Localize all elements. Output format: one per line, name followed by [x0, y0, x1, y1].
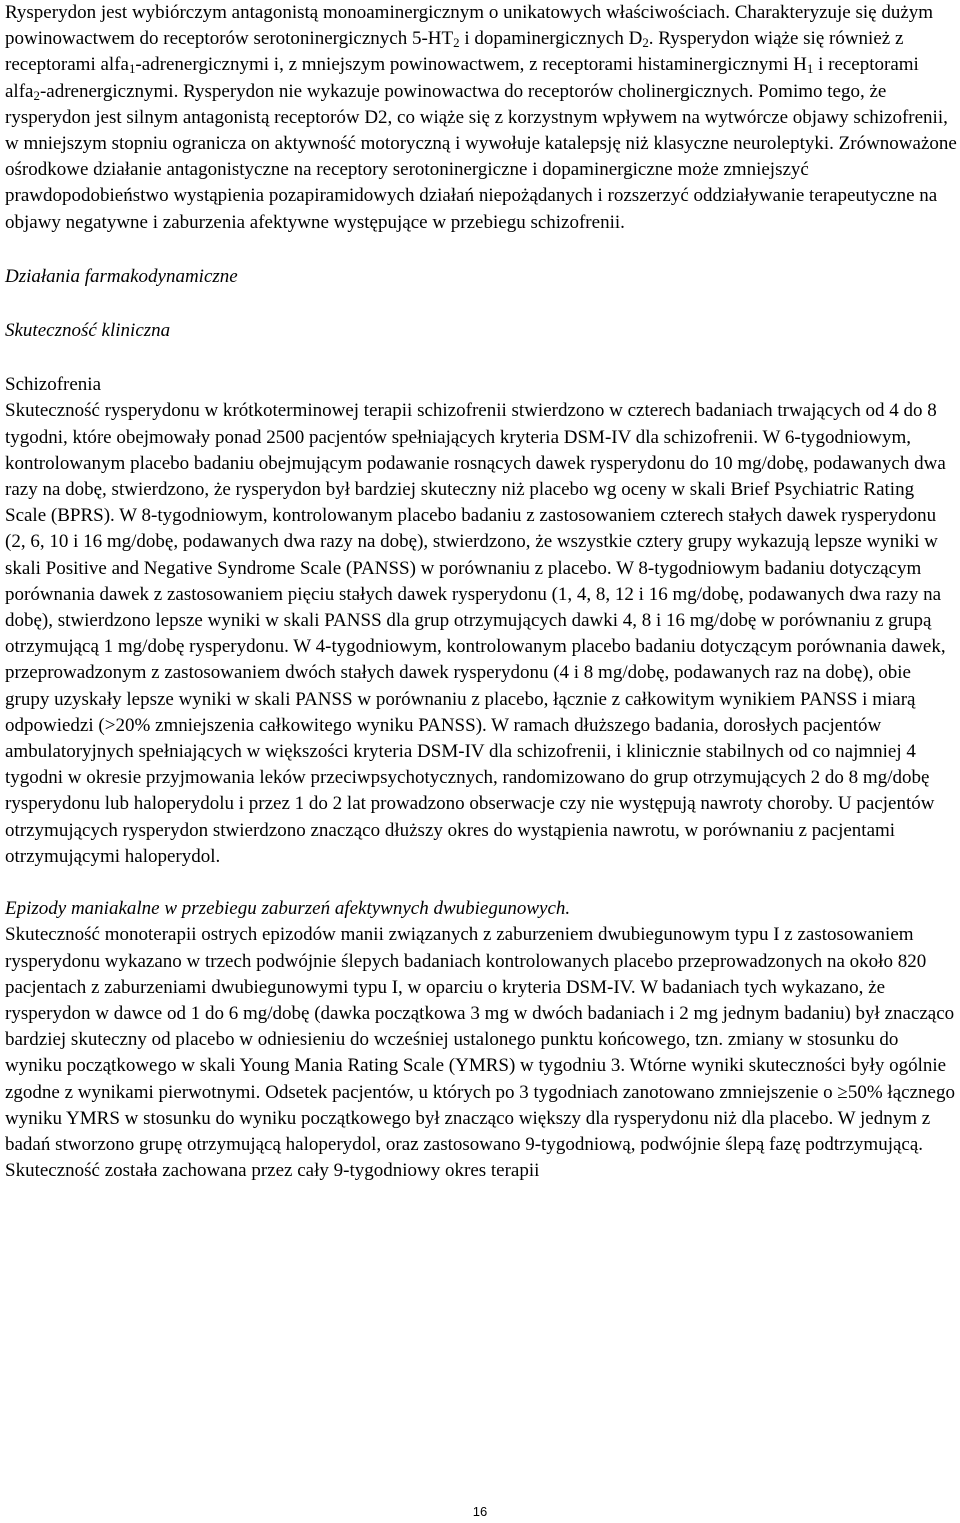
heading-schizophrenia: Schizofrenia — [5, 374, 102, 396]
document-page — [5, 0, 957, 1184]
heading-mania: Epizody maniakalne w przebiegu zaburzeń afektywnych dwubiegunowych. — [5, 898, 571, 920]
schizophrenia-paragraph: Skuteczność rysperydonu w krótkoterminowej terapii schizofrenii stwierdzono w czterech badaniach trwających od 4 do 8 tygodni, które obejmowały ponad 2500 pacjentów spełniających kryteria DSM-IV dla schizofrenii. W 6-tygodniowym, kontrolowanym placebo badaniu obejmującym podawanie rosnących dawek rysperydonu do 10 mg/dobę, podawanych dwa razy na dobę, stwierdzono, że rysperydon był bardziej skuteczny niż placebo wg oceny w skali Brief Psychiatric Rating Scale (BPRS). W 8-tygodniowym, kontrolowanym placebo badaniu z zastosowaniem czterech stałych dawek rysperydonu (2, 6, 10 i 16 mg/dobę, podawanych dwa razy na dobę), stwierdzono, że wszystkie cztery grupy wykazują lepsze wyniki w skali Positive and Negative Syndrome Scale (PANSS) w porównaniu z placebo. W 8-tygodniowym badaniu dotyczącym porównania dawek z zastosowaniem pięciu stałych dawek rysperydonu (1, 4, 8, 12 i 16 mg/dobę, podawanych dwa razy na dobę), stwierdzono lepsze wyniki w skali PANSS dla grup otrzymujących dawki 4, 8 i 16 mg/dobę w porównaniu z grupą otrzymującą 1 mg/dobę rysperydonu. W 4-tygodniowym, kontrolowanym placebo badaniu dotyczącym porównania dawek, przeprowadzonym z zastosowaniem dwóch stałych dawek rysperydonu (4 i 8 mg/dobę, podawanych raz na dobę), obie grupy uzyskały lepsze wyniki w skali PANSS w porównaniu z placebo, łącznie z całkowitym wynikiem PANSS i miarą odpowiedzi (>20% zmniejszenia całkowitego wyniku PANSS). W ramach dłuższego badania, dorosłych pacjentów ambulatoryjnych spełniających w większości kryteria DSM-IV dla schizofrenii, i klinicznie stabilnych od co najmniej 4 tygodni w okresie przyjmowania leków przeciwpsychotycznych, randomizowano do grup otrzymujących 2 do 8 mg/dobę rysperydonu lub haloperydolu i przez 1 do 2 lat prowadzono obserwacje czy nie występują nawroty choroby. U pacjentów otrzymujących rysperydon stwierdzono znacząco dłuższy okres do wystąpienia nawrotu, w porównaniu z pacjentami otrzymującymi haloperydol. — [5, 400, 946, 867]
subscript-1: 1 — [806, 61, 814, 77]
subscript-1: 1 — [128, 61, 136, 77]
intro-paragraph — [5, 0, 957, 236]
subscript-2: 2 — [33, 87, 40, 103]
heading-clinical-efficacy: Skuteczność kliniczna — [5, 320, 171, 342]
intro-text-2: i dopaminergicznych D — [459, 28, 643, 50]
intro-text-1: Rysperydon jest wybiórczym antagonistą monoaminergicznym o unikatowych właściwościach. Charakteryzuje się dużym powinowactwem do receptorów serotoninergicznych 5-HT — [5, 2, 934, 50]
intro-text-5: i receptorami alfa — [5, 54, 919, 102]
intro-text-3: . Rysperydon wiąże się również z receptorami alfa — [5, 28, 904, 76]
intro-text-4: -adrenergicznymi i, z mniejszym powinowactwem, z receptorami histaminergicznymi H — [135, 54, 807, 76]
subscript-2: 2 — [642, 35, 649, 51]
subscript-2: 2 — [453, 35, 460, 51]
intro-text-6: -adrenergicznymi. Rysperydon nie wykazuje powinowactwa do receptorów cholinergicznych. Pomimo tego, że rysperydon jest silnym antagonistą receptorów D2, co wiąże się z korzystnym wpływem na wytwórcze objawy schizofrenii, w mniejszym stopniu ogranicza on aktywność motoryczną i wywołuje katalepsję niż klasyczne neuroleptyki. Zrównoważone ośrodkowe działanie antagonistyczne na receptory serotoninergiczne i dopaminergiczne może zmniejszyć prawdopodobieństwo wystąpienia pozapiramidowych działań niepożądanych i rozszerzyć oddziaływanie terapeutyczne na objawy negatywne i zaburzenia afektywne występujące w przebiegu schizofrenii. — [5, 80, 957, 233]
heading-pharmacodynamics: Działania farmakodynamiczne — [5, 265, 238, 287]
mania-paragraph: Skuteczność monoterapii ostrych epizodów manii związanych z zaburzeniem dwubiegunowym typu I z zastosowaniem rysperydonu wykazano w trzech podwójnie ślepych badaniach kontrolowanych placebo przeprowadzonych na około 820 pacjentach z zaburzeniami dwubiegunowymi typu I, w oparciu o kryteria DSM-IV. W badaniach tych wykazano, że rysperydon w dawce od 1 do 6 mg/dobę (dawka początkowa 3 mg w dwóch badaniach i 2 mg jednym badaniu) był znacząco bardziej skuteczny od placebo w odniesieniu do wcześniej ustalonego punktu końcowego, tzn. zmiany w stosunku do wyniku początkowego w skali Young Mania Rating Scale (YMRS) w tygodniu 3. Wtórne wyniki skuteczności były ogólnie zgodne z wynikami pierwotnymi. Odsetek pacjentów, u których po 3 tygodniach zanotowano zmniejszenie o ≥50% łącznego wyniku YMRS w stosunku do wyniku początkowego był znacząco większy dla rysperydonu niż dla placebo. W jednym z badań stworzono grupę otrzymującą haloperydol, oraz zastosowano 9-tygodniową, podwójnie ślepą fazę podtrzymującą. Skuteczność została zachowana przez cały 9-tygodniowy okres terapii — [5, 924, 955, 1182]
page-number: 16 — [472, 1504, 488, 1519]
